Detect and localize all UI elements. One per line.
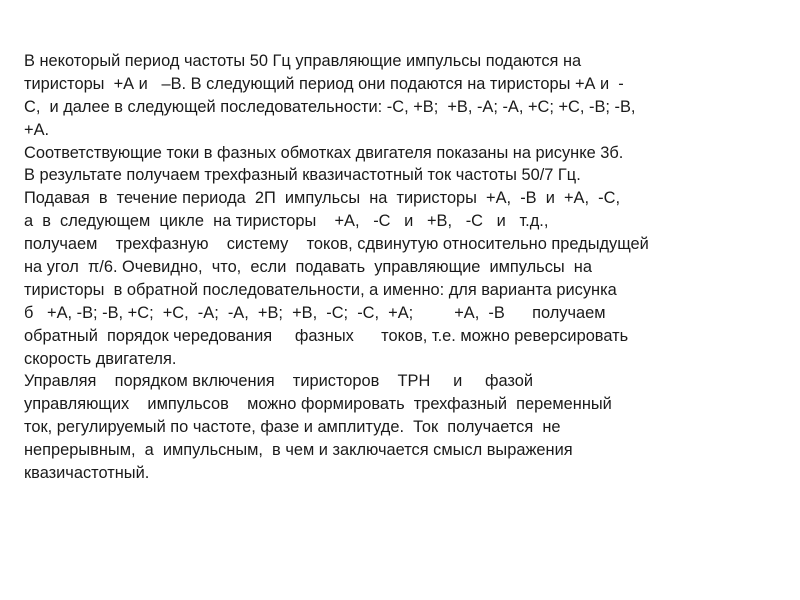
text-line-4: +А. [24, 120, 50, 139]
text-line-12: б +А, -В; -В, +С; +С, -А; -А, +В; +В, -С; -С, +А; +А, -В получаем [24, 303, 606, 322]
text-line-16: управляющих импульсов можно формировать трехфазный переменный [24, 395, 612, 414]
text-line-10: на угол π/6. Очевидно, что, если подавать управляющие импульсы на [24, 258, 592, 277]
text-line-3: С, и далее в следующей последовательности: -С, +В; +В, -А; -А, +С; +С, -В; -В, [24, 97, 636, 116]
text-line-18: непрерывным, а импульсным, в чем и заключается смысл выражения [24, 441, 573, 460]
text-line-2: тиристоры +А и –В. В следующий период они подаются на тиристоры +А и - [24, 74, 624, 93]
text-line-14: скорость двигателя. [24, 349, 177, 368]
text-line-13: обратный порядок чередования фазных токов, т.е. можно реверсировать [24, 326, 629, 345]
text-line-15: Управляя порядком включения тиристоров ТРН и фазой [24, 372, 534, 391]
text-line-1: В некоторый период частоты 50 Гц управляющие импульсы подаются на [24, 52, 582, 70]
text-line-6: В результате получаем трехфазный квазичастотный ток частоты 50/7 Гц. [24, 166, 581, 185]
text-line-7: Подавая в течение периода 2П импульсы на тиристоры +А, -В и +А, -С, [24, 189, 621, 208]
body-text [24, 50, 784, 485]
text-line-11: тиристоры в обратной последовательности, а именно: для варианта рисунка [24, 280, 617, 299]
text-line-17: ток, регулируемый по частоте, фазе и амплитуде. Ток получается не [24, 418, 561, 437]
text-line-19: квазичастотный. [24, 464, 150, 483]
text-line-8: а в следующем цикле на тиристоры +А, -С и +В, -С и т.д., [24, 212, 549, 231]
text-line-5: Соответствующие токи в фазных обмотках двигателя показаны на рисунке 3б. [24, 143, 624, 162]
text-line-9: получаем трехфазную систему токов, сдвинутую относительно предыдущей [24, 235, 649, 254]
